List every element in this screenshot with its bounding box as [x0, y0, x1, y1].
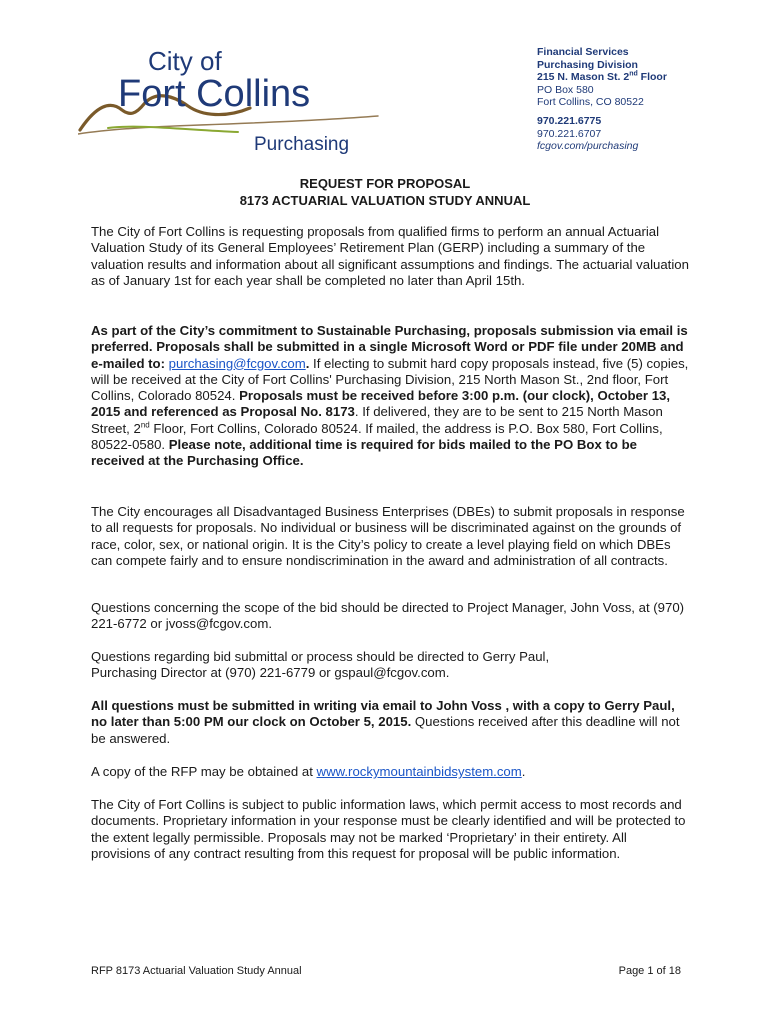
city-zip: Fort Collins, CO 80522	[537, 96, 644, 109]
dept-name: Financial Services	[537, 46, 629, 58]
dbe-paragraph: The City encourages all Disadvantaged Business Enterprises (DBEs) to submit proposals in response to all requests for proposals. No individual or business will be discriminated against on the grounds of race, color, sex, or national origin. It is the City’s policy to create a level playing field on which DBEs can compete fairly and to ensure nondiscrimination in the award and administration of all contracts.	[91, 504, 685, 568]
street-address: 215 N. Mason St. 2nd Floor	[537, 70, 667, 84]
address-block	[537, 46, 737, 153]
logo-line3: Purchasing	[254, 134, 350, 155]
footer-page-number: Page 1 of 18	[618, 965, 681, 977]
bid-system-link[interactable]: www.rockymountainbidsystem.com	[316, 764, 522, 779]
scope-questions-paragraph: Questions concerning the scope of the bid should be directed to Project Manager, John Voss, at (970) 221-6772 or jvoss@fcgov.com.	[91, 600, 685, 632]
city-logo-graphic	[78, 44, 398, 156]
footer-document-name: RFP 8173 Actuarial Valuation Study Annual	[91, 965, 302, 977]
intro-paragraph: The City of Fort Collins is requesting proposals from qualified firms to perform an annual Actuarial Valuation Study of its General Employees’ Retirement Plan (GERP) including a summary of the valuation results and information about all significant assumptions and findings. The actuarial valuation as of January 1st for each year shall be completed no later than April 15th.	[91, 224, 689, 288]
process-questions-paragraph: Questions regarding bid submittal or process should be directed to Gerry Paul, Purchasing Director at (970) 221-6779 or gspaul@fcgov.com.	[91, 649, 550, 681]
division-name: Purchasing Division	[537, 58, 638, 71]
logo-line2: Fort Collins	[118, 73, 311, 115]
questions-deadline-paragraph: All questions must be submitted in writing via email to John Voss , with a copy to Gerry Paul, no later than 5:00 PM our clock on October 5, 2015. Questions received after this deadline will not be answered.	[91, 698, 680, 746]
submission-paragraph: As part of the City’s commitment to Sustainable Purchasing, proposals submission via email is preferred. Proposals shall be submitted in a single Microsoft Word or PDF file under 20MB and e-mailed to: purchasing@fcgov.com. If electing to submit hard copy proposals instead, five (5) copies, will be received at the City of Fort Collins' Purchasing Division, 215 North Mason St., 2nd floor, Fort Collins, Colorado 80524. Proposals must be received before 3:00 p.m. (our clock), October 13, 2015 and referenced as Proposal No. 8173. If delivered, they are to be sent to 215 North Mason Street, 2nd Floor, Fort Collins, Colorado 80524. If mailed, the address is P.O. Box 580, Fort Collins, 80522-0580. Please note, additional time is required for bids mailed to the PO Box to be received at the Purchasing Office.	[91, 323, 689, 469]
rfp-copy-paragraph: A copy of the RFP may be obtained at www.rockymountainbidsystem.com.	[91, 764, 526, 779]
phone-primary: 970.221.6775	[537, 114, 602, 127]
city-logo	[78, 44, 398, 156]
document-subtitle: 8173 ACTUARIAL VALUATION STUDY ANNUAL	[239, 193, 531, 208]
purchasing-email-link[interactable]: purchasing@fcgov.com	[168, 355, 306, 371]
phone-secondary: 970.221.6707	[537, 127, 602, 140]
logo-line1: City of	[148, 46, 222, 76]
document-title: REQUEST FOR PROPOSAL	[299, 176, 471, 191]
website: fcgov.com/purchasing	[537, 140, 639, 153]
po-box: PO Box 580	[537, 83, 594, 96]
public-information-paragraph: The City of Fort Collins is subject to public information laws, which permit access to most records and documents. Proprietary information in your response must be clearly identified and will be protected to the extent legally permissible. Proposals may not be marked ‘Proprietary’ in their entirety. All provisions of any contract resulting from this request for proposal will be public information.	[91, 797, 686, 861]
